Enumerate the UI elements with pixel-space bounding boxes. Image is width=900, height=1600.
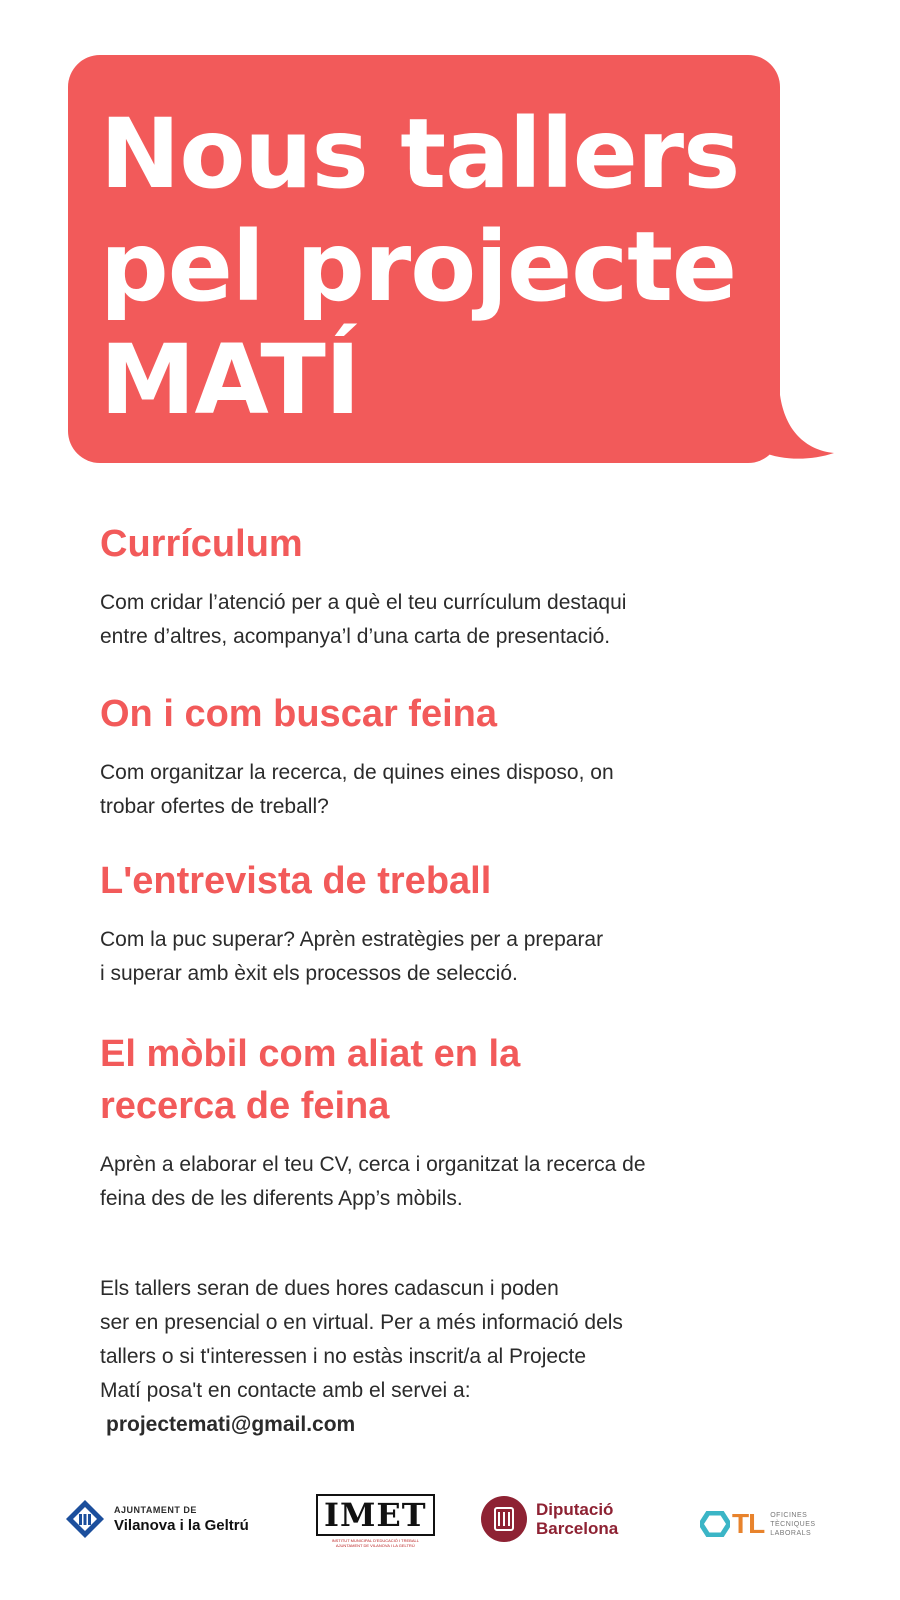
diputacio-seal-icon — [481, 1496, 527, 1542]
section-text — [100, 586, 740, 654]
diputacio-logo-line-1: Diputació — [536, 1500, 614, 1519]
text-line: Aprèn a elaborar el teu CV, cerca i organitzat la recerca de — [100, 1153, 646, 1176]
section-curriculum — [100, 518, 740, 654]
section-text — [100, 756, 740, 824]
vilanova-logo-small: AJUNTAMENT DE — [114, 1504, 197, 1515]
section-job-search — [100, 688, 740, 824]
text-line: trobar ofertes de treball? — [100, 795, 329, 818]
text-line: Com la puc superar? Aprèn estratègies per a preparar — [100, 928, 604, 951]
hero-title-line-3: MATÍ — [100, 324, 360, 436]
otl-logo-line-1: OFICINES — [770, 1511, 808, 1519]
section-mobile — [100, 1028, 740, 1216]
otl-hexagon-icon — [700, 1511, 730, 1537]
info-line: Els tallers seran de dues hores cadascun i poden — [100, 1277, 559, 1300]
title-line: recerca de feina — [100, 1085, 390, 1127]
text-line: Com organitzar la recerca, de quines eines disposo, on — [100, 761, 614, 784]
speech-bubble-tail — [750, 395, 840, 475]
text-line: feina des de les diferents App’s mòbils. — [100, 1187, 463, 1210]
otl-logo — [700, 1508, 816, 1540]
imet-logo — [316, 1494, 435, 1548]
otl-logo-mark: TL — [732, 1508, 765, 1539]
vilanova-logo-name: Vilanova i la Geltrú — [114, 1516, 249, 1534]
text-line: i superar amb èxit els processos de selecció. — [100, 962, 518, 985]
section-text — [100, 1148, 740, 1216]
contact-email-link[interactable]: projectemati@gmail.com — [106, 1413, 356, 1436]
info-line: Matí posa't en contacte amb el servei a: — [100, 1379, 471, 1402]
footer-logos — [0, 1490, 900, 1560]
info-text — [100, 1272, 740, 1442]
otl-logo-line-2: TÈCNIQUES — [770, 1520, 816, 1528]
imet-logo-subtitle: INSTITUT MUNICIPAL D'EDUCACIÓ I TREBALL — [331, 1538, 419, 1543]
section-interview — [100, 855, 740, 991]
diputacio-logo — [481, 1496, 618, 1542]
otl-logo-line-3: LABORALS — [770, 1529, 812, 1537]
hero-title-line-1: Nous tallers — [100, 98, 740, 210]
text-line: entre d’altres, acompanya’l d’una carta de presentació. — [100, 625, 611, 648]
section-title: L'entrevista de treball — [100, 860, 492, 902]
section-title: Currículum — [100, 523, 303, 565]
section-title — [100, 1028, 740, 1132]
section-text — [100, 923, 740, 991]
section-title: On i com buscar feina — [100, 693, 497, 735]
title-line: El mòbil com aliat en la — [100, 1033, 521, 1075]
text-line: Com cridar l’atenció per a què el teu currículum destaqui — [100, 591, 627, 614]
imet-logo-mark: IMET — [316, 1494, 435, 1536]
diputacio-logo-line-2: Barcelona — [536, 1519, 619, 1538]
hero-title — [100, 98, 739, 437]
info-line: tallers o si t'interessen i no estàs inscrit/a al Projecte — [100, 1345, 587, 1368]
hero-title-line-2: pel projecte — [100, 211, 737, 323]
vilanova-logo — [64, 1498, 249, 1540]
imet-logo-subtitle-2: AJUNTAMENT DE VILANOVA I LA GELTRÚ — [335, 1543, 415, 1548]
info-block — [100, 1272, 740, 1442]
vilanova-shield-icon — [64, 1498, 106, 1540]
info-line: ser en presencial o en virtual. Per a més informació dels — [100, 1311, 623, 1334]
